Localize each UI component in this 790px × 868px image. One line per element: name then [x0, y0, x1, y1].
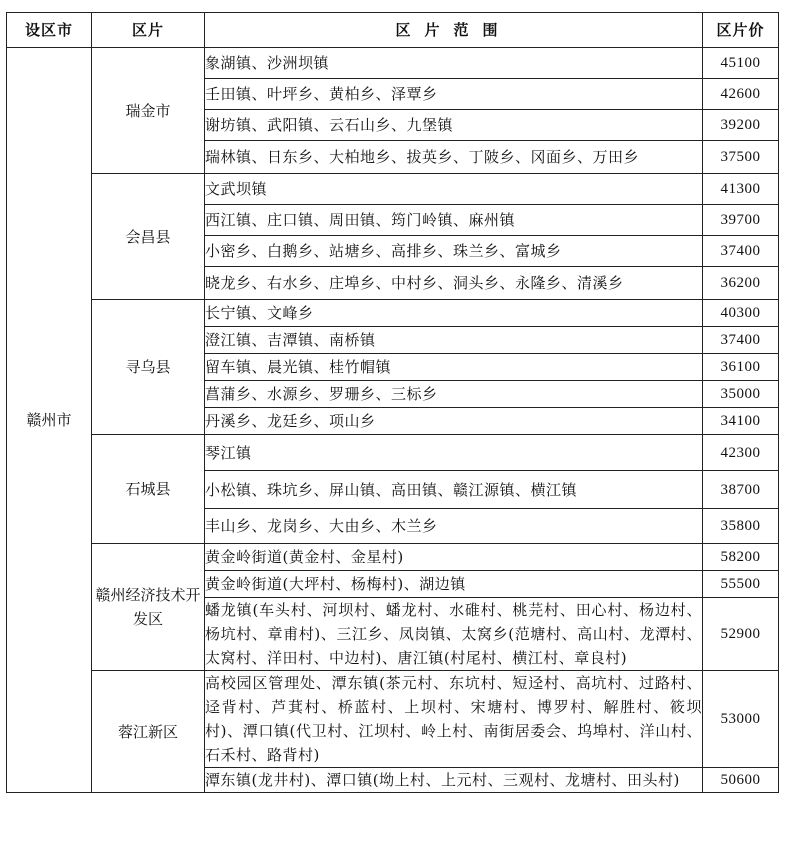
price-cell: 42300	[703, 435, 779, 471]
scope-cell: 西江镇、庄口镇、周田镇、筠门岭镇、麻州镇	[205, 205, 703, 236]
price-cell: 36100	[703, 354, 779, 381]
price-cell: 38700	[703, 471, 779, 509]
scope-cell: 丰山乡、龙岗乡、大由乡、木兰乡	[205, 509, 703, 544]
price-cell: 58200	[703, 544, 779, 571]
header-scope: 区片范围	[205, 13, 703, 48]
district-cell: 会昌县	[92, 174, 205, 300]
scope-cell: 小松镇、珠坑乡、屏山镇、高田镇、赣江源镇、横江镇	[205, 471, 703, 509]
scope-cell: 澄江镇、吉潭镇、南桥镇	[205, 327, 703, 354]
scope-cell: 晓龙乡、右水乡、庄埠乡、中村乡、洞头乡、永隆乡、清溪乡	[205, 267, 703, 300]
price-cell: 37400	[703, 236, 779, 267]
land-price-table	[6, 12, 779, 793]
table-row	[7, 435, 779, 471]
price-cell: 50600	[703, 768, 779, 793]
table-body	[7, 48, 779, 793]
district-cell: 寻乌县	[92, 300, 205, 435]
scope-cell: 潭东镇(龙井村)、潭口镇(坳上村、上元村、三观村、龙塘村、田头村)	[205, 768, 703, 793]
district-cell: 瑞金市	[92, 48, 205, 174]
price-cell: 40300	[703, 300, 779, 327]
scope-cell: 壬田镇、叶坪乡、黄柏乡、泽覃乡	[205, 79, 703, 110]
price-cell: 39700	[703, 205, 779, 236]
scope-cell: 蟠龙镇(车头村、河坝村、蟠龙村、水碓村、桃芫村、田心村、杨边村、杨坑村、章甫村)、三江乡、凤岗镇、太窝乡(范塘村、高山村、龙潭村、太窝村、洋田村、中边村)、唐江镇(村尾村、横江村、章良村)	[205, 598, 703, 671]
table-row	[7, 544, 779, 571]
city-cell: 赣州市	[7, 48, 92, 793]
table-row	[7, 671, 779, 768]
scope-cell: 黄金岭街道(大坪村、杨梅村)、湖边镇	[205, 571, 703, 598]
header-city: 设区市	[7, 13, 92, 48]
scope-cell: 高校园区管理处、潭东镇(茶元村、东坑村、短迳村、高坑村、过路村、迳背村、芦萁村、桥蓝村、上坝村、宋塘村、博罗村、解胜村、筱坝村)、潭口镇(代卫村、江坝村、岭上村、南街居委会、坞埠村、洋山村、石禾村、路背村)	[205, 671, 703, 768]
scope-cell: 瑞林镇、日东乡、大柏地乡、拔英乡、丁陂乡、冈面乡、万田乡	[205, 141, 703, 174]
table-row	[7, 300, 779, 327]
price-cell: 55500	[703, 571, 779, 598]
price-cell: 45100	[703, 48, 779, 79]
price-cell: 36200	[703, 267, 779, 300]
scope-cell: 菖蒲乡、水源乡、罗珊乡、三标乡	[205, 381, 703, 408]
header-price: 区片价	[703, 13, 779, 48]
scope-cell: 留车镇、晨光镇、桂竹帽镇	[205, 354, 703, 381]
price-cell: 37500	[703, 141, 779, 174]
header-district: 区片	[92, 13, 205, 48]
scope-cell: 小密乡、白鹅乡、站塘乡、高排乡、珠兰乡、富城乡	[205, 236, 703, 267]
scope-cell: 谢坊镇、武阳镇、云石山乡、九堡镇	[205, 110, 703, 141]
price-cell: 53000	[703, 671, 779, 768]
table-header-row	[7, 13, 779, 48]
scope-cell: 象湖镇、沙洲坝镇	[205, 48, 703, 79]
scope-cell: 丹溪乡、龙廷乡、项山乡	[205, 408, 703, 435]
price-cell: 35800	[703, 509, 779, 544]
district-cell: 蓉江新区	[92, 671, 205, 793]
scope-cell: 长宁镇、文峰乡	[205, 300, 703, 327]
price-cell: 35000	[703, 381, 779, 408]
price-cell: 42600	[703, 79, 779, 110]
price-cell: 37400	[703, 327, 779, 354]
table-row	[7, 174, 779, 205]
scope-cell: 黄金岭街道(黄金村、金星村)	[205, 544, 703, 571]
district-cell: 赣州经济技术开发区	[92, 544, 205, 671]
price-cell: 34100	[703, 408, 779, 435]
district-cell: 石城县	[92, 435, 205, 544]
table-row	[7, 48, 779, 79]
price-cell: 52900	[703, 598, 779, 671]
scope-cell: 琴江镇	[205, 435, 703, 471]
price-cell: 39200	[703, 110, 779, 141]
scope-cell: 文武坝镇	[205, 174, 703, 205]
price-cell: 41300	[703, 174, 779, 205]
